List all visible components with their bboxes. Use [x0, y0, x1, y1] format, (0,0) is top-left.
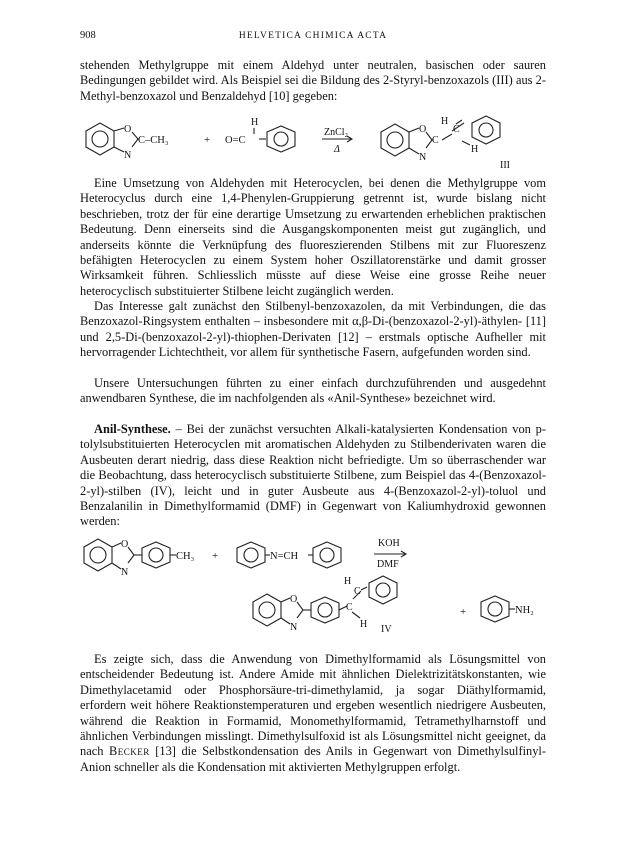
reaction-arrow-2 — [374, 551, 406, 557]
product-h2-label: H — [471, 144, 479, 155]
product-oxygen-label: O — [419, 124, 427, 135]
aldehyde-label: O=C — [225, 135, 246, 146]
reaction-scheme-2 — [80, 532, 546, 642]
product2-c1-label: C — [354, 586, 361, 597]
amine-label: NH₂ — [515, 605, 534, 616]
reagent-zncl2-label: ZnCl₂ — [324, 127, 349, 138]
product2-c2-label: C — [346, 602, 353, 613]
product2-nitrogen-label: N — [290, 622, 298, 633]
aniline-structure — [481, 596, 515, 622]
benzene-ring-1 — [259, 126, 295, 152]
paragraph-solvent-discussion — [80, 652, 546, 775]
paragraph-benzoxazole-interest: Das Interesse galt zunächst den Stilbenyl-benzoxazolen, da mit Verbindungen, die das Benzoxazol-Ringsystem enthalten – insbesondere mit α,β-Di-(benzoxazol-2-yl)-äthylen- [11] und 2,5-Di-(benzoxazol-2-yl)-thiophen-Derivaten [12] – erstmals optische Aufheller mit hervorragender Lichtechtheit, vor allem für synthetische Fasern, aufgefunden worden sind. — [80, 299, 546, 360]
product2-h1-label: H — [344, 576, 352, 587]
product-c2-label: C — [432, 135, 439, 146]
ring-nitrogen-label: N — [124, 150, 132, 161]
paragraph-solvent-text-a: Es zeigte sich, dass die Anwendung von Dimethylformamid als Lösungsmittel von entscheidender Bedeutung ist. Andere Amide mit ähnlichen Dielektrizitätskonstanten, wie Dimethylacetamid oder Phosphorsäure-tri-dimethylamid, ja sogar Diäthylformamid, erfordern weit höhere Reaktionstemperaturen und ergeben wesentlich niedrigere Ausbeuten, während die Reaktion in Formamid, Monomethylformamid, Tetramethylharnstoff und ähnlichen Verbindungen misslingt. Dimethylsulfoxid ist als Lösungsmittel nicht geeignet, da nach — [80, 652, 546, 759]
plus-sign-3: + — [460, 606, 467, 618]
compound-label-iii: III — [500, 160, 510, 171]
section-heading-anil: Anil-Synthese. — [94, 422, 171, 436]
methyl-group-label: C–CH₃ — [138, 135, 169, 146]
ring-oxygen-label: O — [124, 124, 132, 135]
solvent-dmf-label: DMF — [377, 559, 399, 570]
aldehyde-h-label: H — [251, 117, 259, 128]
plus-sign-2: + — [212, 550, 219, 562]
author-becker: Becker — [108, 744, 150, 759]
paragraph-solvent-text-b: [13] die Selbstkondensation des Anils in Gegenwart von Dimethylsulfinyl-Anion schneller als die Kondensation mit aktivierten Methylgruppen erfolgt. — [80, 744, 546, 774]
journal-title: HELVETICA CHIMICA ACTA — [238, 31, 388, 41]
anil-label: N=CH — [270, 551, 299, 562]
reaction-scheme-1 — [80, 114, 546, 172]
paragraph-anil-synthesis — [80, 422, 546, 530]
plus-sign-1: + — [204, 134, 211, 146]
product2-h2-label: H — [360, 619, 368, 630]
paragraph-anil-text: – Bei der zunächst versuchten Alkali-katalysierten Kondensation von p-tolylsubstituierten Heterocyclen mit aromatischen Aldehyden zu Stilbenderivaten waren die Ausbeuten derart niedrig, dass diese Reaktion nicht befriedigte. Um so überraschender war die Beobachtung, dass heterocyclisch substituierte Stilbene, zum Beispiel das 4-(Benzoxazol-2-yl)-stilben (IV), leicht und in guter Ausbeute aus 4-(Benzoxazol-2-yl)-toluol und Benzalanilin in Dimethylformamid (DMF) in Gegenwart von Kaliumhydroxid gewonnen werden: — [80, 422, 546, 529]
paragraph-intro: stehenden Methylgruppe mit einem Aldehyd unter neutralen, basischen oder sauren Bedingungen gebildet wird. Als Beispiel sei die Bildung des 2-Styryl-benzoxazols (III) aus 2-Methyl-benzoxazol und Benzaldehyd [10] gegeben: — [80, 58, 546, 103]
compound-label-iv: IV — [381, 624, 392, 635]
methyl-group-label-2: CH₃ — [176, 551, 195, 562]
paragraph-synthesis-overview: Unsere Untersuchungen führten zu einer einfach durchzuführenden und ausgedehnt anwendbaren Synthese, die im nachfolgenden als «Anil-Synthese» bezeichnet wird. — [80, 376, 546, 406]
product2-oxygen-label: O — [290, 594, 298, 605]
product-nitrogen-label: N — [419, 152, 427, 163]
page-header — [80, 30, 546, 46]
paragraph-stilbene-motivation: Eine Umsetzung von Aldehyden mit Heterocyclen, bei denen die Methylgruppe vom Heterocyclus durch eine 1,4-Phenylen-Gruppierung getrennt ist, wurde bislang nicht beschrieben, trotz der für eine derartige Umsetzung zu erwartenden erheblichen praktischen Bedeutung. Denn einerseits sind die Ausgangskomponenten meist gut zugänglich, und anderseits könnte die Verknüpfung des fluoreszierenden Stilbens mit zur Fluoreszenz befähigten Heterocyclen zu einem System hoher Oszillatorenstärke und damit grosser Wirksamkeit führen. Schliesslich müsste auf diese Weise eine grosse Reihe neuer heterocyclisch substituierter Stilbene leicht zugänglich werden. — [80, 176, 546, 298]
benzoxazolyl-stilbene-structure — [253, 576, 397, 626]
heat-condition-label: Δ — [334, 144, 340, 155]
product-c1-label: C — [453, 124, 460, 135]
page-number: 908 — [80, 30, 96, 41]
ring2-oxygen-label: O — [121, 539, 129, 550]
tolyl-benzoxazole-structure — [84, 539, 176, 571]
ring2-nitrogen-label: N — [121, 567, 129, 578]
product-h1-label: H — [441, 116, 449, 127]
reagent-koh-label: KOH — [378, 538, 400, 549]
